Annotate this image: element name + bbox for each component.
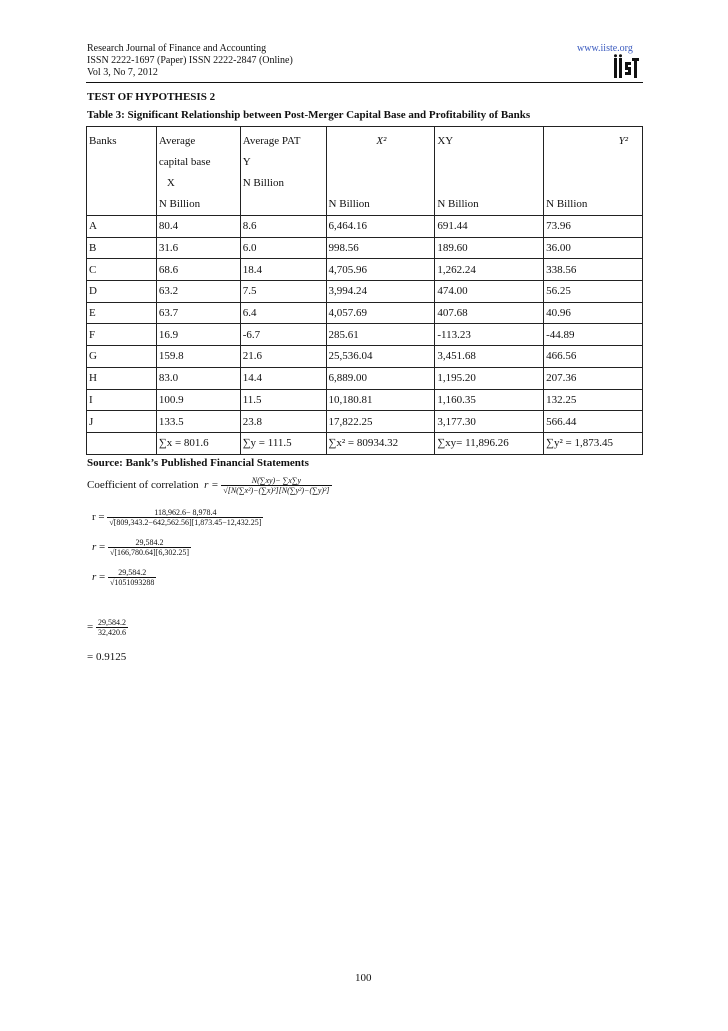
table-cell: 8.6 xyxy=(240,216,326,238)
table-cell: H xyxy=(87,367,157,389)
table-row xyxy=(87,411,643,433)
table-cell: 6.4 xyxy=(240,302,326,324)
formula-numerator: N(∑xy)− ∑x∑y xyxy=(221,476,331,486)
table-cell: 83.0 xyxy=(156,367,240,389)
iiste-logo-icon xyxy=(612,54,642,80)
table-cell: 25,536.04 xyxy=(326,346,435,368)
section-title: TEST OF HYPOTHESIS 2 xyxy=(87,91,216,103)
running-header xyxy=(87,43,293,79)
journal-url[interactable]: www.iiste.org xyxy=(577,43,633,54)
table-cell: -44.89 xyxy=(544,324,643,346)
table-cell: 17,822.25 xyxy=(326,411,435,433)
col-header-capital-base: Average capital base X N Billion xyxy=(156,127,240,216)
table-cell: 73.96 xyxy=(544,216,643,238)
table-cell: 3,177.30 xyxy=(435,411,544,433)
table-cell: 4,057.69 xyxy=(326,302,435,324)
table-cell: 133.5 xyxy=(156,411,240,433)
table-cell: 40.96 xyxy=(544,302,643,324)
table-cell: ∑y² = 1,873.45 xyxy=(544,432,643,454)
col-header-banks: Banks xyxy=(87,127,157,216)
table-cell: 10,180.81 xyxy=(326,389,435,411)
table-cell: -6.7 xyxy=(240,324,326,346)
table-cell: 100.9 xyxy=(156,389,240,411)
table-header-row xyxy=(87,127,643,216)
col-header-y2: Y² N Billion xyxy=(544,127,643,216)
table-cell: 68.6 xyxy=(156,259,240,281)
table-totals-row xyxy=(87,432,643,454)
formula-step-3: r = $\frac{29,584.2}{√1051093288}$ xyxy=(92,568,155,587)
table-cell: 6.0 xyxy=(240,237,326,259)
table-cell: 36.00 xyxy=(544,237,643,259)
step1-denominator: [809,343.2−642,562.56][1,873.45−12,432.25] xyxy=(113,518,262,527)
table-cell: 14.4 xyxy=(240,367,326,389)
data-table xyxy=(86,126,643,455)
formula-result: = 0.9125 xyxy=(87,651,127,663)
table-cell: 4,705.96 xyxy=(326,259,435,281)
table-cell: 1,160.35 xyxy=(435,389,544,411)
table-cell: 466.56 xyxy=(544,346,643,368)
table-cell: I xyxy=(87,389,157,411)
table-cell: 6,464.16 xyxy=(326,216,435,238)
step2-numerator: 29,584.2 xyxy=(108,538,191,548)
table-cell: 407.68 xyxy=(435,302,544,324)
col-header-x2: X² N Billion xyxy=(326,127,435,216)
table-cell: 23.8 xyxy=(240,411,326,433)
table-cell: 132.25 xyxy=(544,389,643,411)
table-cell: 159.8 xyxy=(156,346,240,368)
step4-denominator: 32,420.6 xyxy=(97,628,126,637)
table-body xyxy=(87,216,643,433)
step2-denominator: [166,780.64][6,302.25] xyxy=(114,548,190,557)
table-cell: 207.36 xyxy=(544,367,643,389)
formula-denominator: [N(∑x²)−(∑x)²][N(∑y²)−(∑y)²] xyxy=(227,486,330,495)
table-cell: 338.56 xyxy=(544,259,643,281)
table-cell: 1,195.20 xyxy=(435,367,544,389)
table-cell: G xyxy=(87,346,157,368)
journal-name: Research Journal of Finance and Accounting xyxy=(87,43,267,54)
table-row xyxy=(87,259,643,281)
table-cell: 18.4 xyxy=(240,259,326,281)
table-cell: F xyxy=(87,324,157,346)
table-source: Source: Bank’s Published Financial Statements xyxy=(87,457,309,469)
table-cell: 691.44 xyxy=(435,216,544,238)
table-cell: 474.00 xyxy=(435,281,544,303)
col-header-pat: Average PAT Y N Billion xyxy=(240,127,326,216)
step1-numerator: 118,962.6− 8,978.4 xyxy=(107,508,263,518)
table-cell: -113.23 xyxy=(435,324,544,346)
table-cell: E xyxy=(87,302,157,324)
table-cell xyxy=(87,432,157,454)
issn-line: ISSN 2222-1697 (Paper) ISSN 2222-2847 (Online) xyxy=(87,55,293,66)
table-cell: 3,994.24 xyxy=(326,281,435,303)
formula-step-1: r = $\frac{118,962.6- 8,978.4}{√[809,343.2-642,562.56][1,873.45-12,432.25]}$ xyxy=(92,508,262,527)
table-caption: Table 3: Significant Relationship between Post-Merger Capital Base and Profitability of Banks xyxy=(87,109,531,121)
table-row xyxy=(87,367,643,389)
table-cell: 16.9 xyxy=(156,324,240,346)
table-cell: 998.56 xyxy=(326,237,435,259)
table-cell: C xyxy=(87,259,157,281)
table-cell: 7.5 xyxy=(240,281,326,303)
step4-numerator: 29,584.2 xyxy=(97,618,126,627)
table-cell: 3,451.68 xyxy=(435,346,544,368)
table-cell: ∑x² = 80934.32 xyxy=(326,432,435,454)
table-cell: ∑y = 111.5 xyxy=(240,432,326,454)
table-cell: 189.60 xyxy=(435,237,544,259)
header-rule xyxy=(86,82,643,83)
table-cell: 63.7 xyxy=(156,302,240,324)
table-cell: J xyxy=(87,411,157,433)
table-cell: 31.6 xyxy=(156,237,240,259)
table-cell: 566.44 xyxy=(544,411,643,433)
table-row xyxy=(87,216,643,238)
page-number: 100 xyxy=(355,972,372,984)
table-cell: A xyxy=(87,216,157,238)
table-cell: ∑xy= 11,896.26 xyxy=(435,432,544,454)
step3-numerator: 29,584.2 xyxy=(108,568,156,578)
table-row xyxy=(87,302,643,324)
table-cell: B xyxy=(87,237,157,259)
formula-step-2: r = $\frac{29,584.2}{√[166,780.64][6,302.25]}$ xyxy=(92,538,190,557)
table-row xyxy=(87,324,643,346)
volume-line: Vol 3, No 7, 2012 xyxy=(87,67,158,78)
table-cell: 6,889.00 xyxy=(326,367,435,389)
table-row xyxy=(87,237,643,259)
table-row xyxy=(87,281,643,303)
table-row xyxy=(87,389,643,411)
table-cell: 1,262.24 xyxy=(435,259,544,281)
step3-denominator: 1051093288 xyxy=(114,578,155,587)
table-cell: 21.6 xyxy=(240,346,326,368)
table-cell: 11.5 xyxy=(240,389,326,411)
table-cell: ∑x = 801.6 xyxy=(156,432,240,454)
table-cell: 56.25 xyxy=(544,281,643,303)
table-cell: 63.2 xyxy=(156,281,240,303)
col-header-xy: XY N Billion xyxy=(435,127,544,216)
table-row xyxy=(87,346,643,368)
table-cell: 80.4 xyxy=(156,216,240,238)
formula-label: Coefficient of correlation xyxy=(87,479,199,492)
formula-coefficient: Coefficient of correlation r = $\frac{N(\sum xy)- \sum x\sum y}{\text{√[N(∑x²)−(∑x)²][N(∑y²)−(∑y)²]}}$ xyxy=(87,476,330,495)
formula-step-4: = $\frac{29,584.2}{32,420.6}$ xyxy=(87,618,126,637)
table-cell: 285.61 xyxy=(326,324,435,346)
table-cell: D xyxy=(87,281,157,303)
